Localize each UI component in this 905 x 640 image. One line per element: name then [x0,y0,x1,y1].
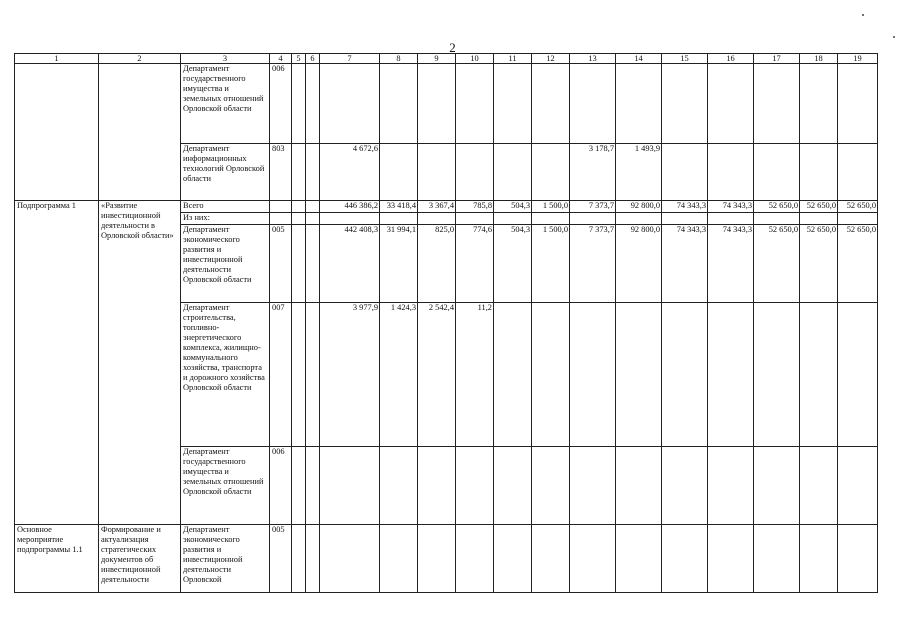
department-cell: Департамент строительства, топливно-энергетического комплекса, жилищно-коммунального хозяйства, транспорта и дорожного хозяйства Орловской области [181,303,270,447]
value-cell: 74 343,3 [708,201,754,213]
value-cell: 52 650,0 [754,225,800,303]
value-cell: 11,2 [456,303,494,447]
value-cell [320,447,380,525]
column-header: 15 [662,54,708,64]
table-row [15,525,878,593]
value-cell [570,525,616,593]
table-row [15,64,878,144]
value-cell [754,213,800,225]
value-cell [662,447,708,525]
column-header-row [15,54,878,64]
value-cell [662,525,708,593]
value-cell: 446 386,2 [320,201,380,213]
empty-cell [292,213,306,225]
program-name-cell: Основное мероприятие подпрограммы 1.1 [15,525,99,593]
value-cell [418,213,456,225]
value-cell [662,64,708,144]
empty-cell [306,447,320,525]
column-header: 11 [494,54,532,64]
empty-cell [306,303,320,447]
empty-cell [306,201,320,213]
value-cell [570,64,616,144]
empty-cell [292,225,306,303]
value-cell [494,213,532,225]
code-cell: 005 [270,225,292,303]
empty-cell [306,225,320,303]
value-cell: 504,3 [494,225,532,303]
program-title-cell: Формирование и актуализация стратегических документов об инвестиционной деятельности [99,525,181,593]
value-cell [662,144,708,201]
empty-cell [292,447,306,525]
empty-cell [306,64,320,144]
value-cell [754,64,800,144]
column-header: 16 [708,54,754,64]
value-cell [380,144,418,201]
value-cell [838,303,878,447]
value-cell [800,64,838,144]
empty-cell [306,213,320,225]
empty-cell [292,525,306,593]
value-cell [532,447,570,525]
value-cell [418,447,456,525]
empty-cell [306,525,320,593]
empty-cell [292,201,306,213]
value-cell [708,144,754,201]
value-cell: 7 373,7 [570,225,616,303]
value-cell: 33 418,4 [380,201,418,213]
department-cell: Всего [181,201,270,213]
value-cell: 1 493,9 [616,144,662,201]
value-cell: 3 367,4 [418,201,456,213]
value-cell [662,303,708,447]
program-name-cell: Подпрограмма 1 [15,201,99,525]
column-header: 1 [15,54,99,64]
value-cell [800,144,838,201]
value-cell [662,213,708,225]
column-header: 6 [306,54,320,64]
value-cell [800,447,838,525]
program-name-cell [15,64,99,201]
value-cell: 1 500,0 [532,225,570,303]
value-cell: 74 343,3 [662,201,708,213]
column-header: 7 [320,54,380,64]
column-header: 13 [570,54,616,64]
value-cell: 7 373,7 [570,201,616,213]
column-header: 9 [418,54,456,64]
value-cell [616,303,662,447]
program-title-cell [99,64,181,201]
value-cell [456,144,494,201]
column-header: 5 [292,54,306,64]
value-cell [380,447,418,525]
value-cell [754,525,800,593]
value-cell: 825,0 [418,225,456,303]
value-cell [494,144,532,201]
value-cell [532,64,570,144]
value-cell [494,303,532,447]
value-cell [838,525,878,593]
value-cell: 92 800,0 [616,225,662,303]
department-cell: Департамент государственного имущества и земельных отношений Орловской области [181,447,270,525]
code-cell: 006 [270,447,292,525]
code-cell [270,201,292,213]
column-header: 10 [456,54,494,64]
code-cell: 006 [270,64,292,144]
column-header: 2 [99,54,181,64]
department-cell: Департамент экономического развития и инвестиционной деятельности Орловской [181,525,270,593]
value-cell [570,213,616,225]
value-cell [418,144,456,201]
scan-speck [893,36,895,38]
empty-cell [292,64,306,144]
value-cell [800,525,838,593]
department-cell: Департамент государственного имущества и земельных отношений Орловской области [181,64,270,144]
column-header: 4 [270,54,292,64]
value-cell [380,213,418,225]
value-cell [800,213,838,225]
value-cell: 74 343,3 [662,225,708,303]
value-cell [838,144,878,201]
department-cell: Из них: [181,213,270,225]
value-cell [708,303,754,447]
value-cell [838,213,878,225]
value-cell: 92 800,0 [616,201,662,213]
value-cell: 2 542,4 [418,303,456,447]
value-cell [320,213,380,225]
empty-cell [306,144,320,201]
code-cell: 005 [270,525,292,593]
value-cell [494,64,532,144]
value-cell: 3 977,9 [320,303,380,447]
value-cell [532,213,570,225]
value-cell: 52 650,0 [838,201,878,213]
value-cell [800,303,838,447]
value-cell: 52 650,0 [800,225,838,303]
value-cell: 52 650,0 [800,201,838,213]
column-header: 8 [380,54,418,64]
value-cell [616,213,662,225]
value-cell: 74 343,3 [708,225,754,303]
budget-table [14,53,878,593]
value-cell [838,447,878,525]
value-cell [418,525,456,593]
value-cell: 785,8 [456,201,494,213]
table-row [15,201,878,213]
column-header: 14 [616,54,662,64]
value-cell [320,525,380,593]
value-cell: 504,3 [494,201,532,213]
value-cell: 4 672,6 [320,144,380,201]
column-header: 12 [532,54,570,64]
value-cell [754,144,800,201]
column-header: 18 [800,54,838,64]
value-cell [456,64,494,144]
value-cell [708,447,754,525]
value-cell [708,525,754,593]
value-cell: 442 408,3 [320,225,380,303]
value-cell [494,447,532,525]
code-cell: 007 [270,303,292,447]
value-cell [532,144,570,201]
scan-speck [862,14,864,16]
value-cell [754,303,800,447]
value-cell [532,303,570,447]
value-cell [456,447,494,525]
value-cell [570,303,616,447]
empty-cell [292,144,306,201]
column-header: 3 [181,54,270,64]
value-cell [320,64,380,144]
value-cell: 31 994,1 [380,225,418,303]
value-cell: 1 500,0 [532,201,570,213]
program-title-cell: «Развитие инвестиционной деятельности в Орловской области» [99,201,181,525]
value-cell [754,447,800,525]
value-cell [456,525,494,593]
value-cell: 3 178,7 [570,144,616,201]
value-cell [570,447,616,525]
value-cell [616,525,662,593]
code-cell [270,213,292,225]
code-cell: 803 [270,144,292,201]
value-cell [494,525,532,593]
value-cell [616,447,662,525]
value-cell: 774,6 [456,225,494,303]
value-cell [708,213,754,225]
page-number: 2 [449,40,456,55]
empty-cell [292,303,306,447]
value-cell: 1 424,3 [380,303,418,447]
value-cell: 52 650,0 [754,201,800,213]
column-header: 17 [754,54,800,64]
value-cell: 52 650,0 [838,225,878,303]
value-cell [532,525,570,593]
department-cell: Департамент информационных технологий Орловской области [181,144,270,201]
value-cell [456,213,494,225]
value-cell [380,64,418,144]
column-header: 19 [838,54,878,64]
value-cell [708,64,754,144]
value-cell [418,64,456,144]
value-cell [616,64,662,144]
value-cell [380,525,418,593]
department-cell: Департамент экономического развития и инвестиционной деятельности Орловской области [181,225,270,303]
value-cell [838,64,878,144]
